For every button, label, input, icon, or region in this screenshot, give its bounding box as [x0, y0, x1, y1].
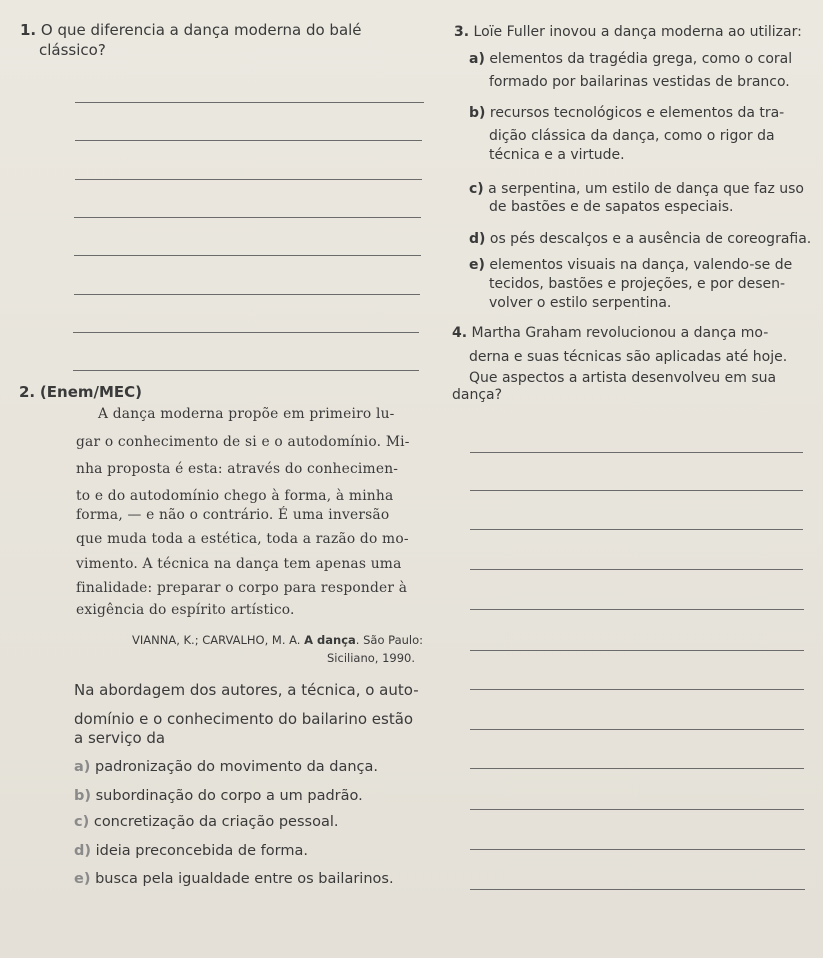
option-text-cont: tecidos, bastões e projeções, e por desen- — [489, 276, 786, 292]
question-4-line-2: derna e suas técnicas são aplicadas até hoje. — [469, 349, 788, 365]
quote-line: exigência do espírito artístico. — [76, 602, 295, 618]
option-letter: e) — [74, 871, 91, 887]
answer-line[interactable] — [470, 729, 804, 730]
question-3-number: 3. — [454, 24, 470, 40]
citation-place: . São Paulo: — [355, 633, 424, 647]
question-2-stem: a serviço da — [74, 729, 166, 747]
option-text: ideia preconcebida de forma. — [95, 843, 308, 859]
question-4-line-3: Que aspectos a artista desenvolveu em sua — [469, 370, 777, 386]
option-text-cont: técnica e a virtude. — [489, 147, 625, 163]
option-letter: c) — [469, 181, 484, 197]
question-4-text: Martha Graham revolucionou a dança mo- — [471, 325, 769, 341]
answer-line[interactable] — [470, 650, 804, 651]
option-letter: e) — [469, 257, 485, 273]
option-text-cont: volver o estilo serpentina. — [489, 295, 672, 311]
answer-line[interactable] — [470, 809, 804, 810]
quote-line: que muda toda a estética, toda a razão do mo- — [76, 531, 409, 547]
answer-line[interactable] — [470, 768, 804, 769]
question-1-text: O que diferencia a dança moderna do balé — [40, 21, 362, 39]
quote-line: nha proposta é esta: através do conhecimen- — [76, 461, 399, 477]
question-3-option-d[interactable] — [469, 230, 811, 249]
quote-line: vimento. A técnica na dança tem apenas uma — [76, 556, 402, 572]
question-2-option-c[interactable] — [74, 814, 338, 830]
option-letter: d) — [74, 843, 92, 859]
question-2-option-b[interactable] — [74, 788, 363, 804]
option-text: a serpentina, um estilo de dança que faz uso — [488, 181, 804, 197]
quote-line: gar o conhecimento de si e o autodomínio. Mi- — [76, 434, 410, 450]
answer-line[interactable] — [470, 452, 803, 453]
question-1-line-1 — [20, 21, 362, 40]
answer-line[interactable] — [75, 102, 424, 103]
question-2-option-a[interactable] — [74, 759, 378, 775]
answer-line[interactable] — [470, 490, 803, 491]
option-text: subordinação do corpo a um padrão. — [95, 788, 363, 804]
citation-line-2: Siciliano, 1990. — [327, 651, 416, 665]
answer-line[interactable] — [470, 689, 804, 690]
citation-authors: VIANNA, K.; CARVALHO, M. A. — [132, 633, 301, 647]
quote-line: to e do autodomínio chego à forma, à minha — [76, 488, 394, 504]
question-2-header — [19, 383, 142, 402]
question-2-option-d[interactable] — [74, 843, 308, 859]
quote-line: forma, — e não o contrário. É uma inversão — [76, 507, 390, 523]
question-2-stem: domínio e o conhecimento do bailarino estão — [74, 710, 414, 728]
citation-title: A dança — [304, 633, 356, 647]
answer-line[interactable] — [73, 370, 419, 371]
answer-line[interactable] — [470, 529, 803, 530]
option-text: elementos visuais na dança, valendo-se de — [489, 257, 793, 273]
answer-line[interactable] — [75, 140, 422, 141]
question-1-line-2: clássico? — [39, 41, 106, 59]
quote-line: A dança moderna propõe em primeiro lu- — [98, 406, 395, 422]
option-letter: b) — [74, 788, 92, 804]
question-3-option-e[interactable] — [469, 256, 792, 275]
question-3-stem — [454, 23, 802, 42]
option-text-cont: de bastões e de sapatos especiais. — [489, 199, 734, 215]
option-text: elementos da tragédia grega, como o coral — [489, 51, 793, 67]
question-3-option-a[interactable] — [469, 50, 792, 69]
question-4-line-1 — [452, 324, 768, 343]
question-2-stem: Na abordagem dos autores, a técnica, o auto- — [74, 681, 419, 699]
answer-line[interactable] — [74, 255, 421, 256]
question-2-source: (Enem/MEC) — [39, 383, 143, 401]
option-text: os pés descalços e a ausência de coreografia. — [489, 231, 812, 247]
option-letter: c) — [74, 814, 90, 830]
question-3-text: Loïe Fuller inovou a dança moderna ao utilizar: — [473, 24, 802, 40]
option-text: concretização da criação pessoal. — [93, 814, 339, 830]
answer-line[interactable] — [74, 217, 421, 218]
citation — [132, 633, 423, 647]
option-text-cont: formado por bailarinas vestidas de branco. — [489, 74, 790, 90]
option-letter: b) — [469, 105, 486, 121]
option-letter: d) — [469, 231, 486, 247]
answer-line[interactable] — [470, 609, 804, 610]
quote-line: finalidade: preparar o corpo para responder à — [76, 580, 408, 596]
answer-line[interactable] — [470, 569, 803, 570]
answer-line[interactable] — [470, 889, 805, 890]
option-text-cont: dição clássica da dança, como o rigor da — [489, 128, 775, 144]
question-1-number: 1. — [20, 21, 37, 39]
option-text: busca pela igualdade entre os bailarinos. — [95, 871, 394, 887]
question-3-option-b[interactable] — [469, 104, 784, 123]
answer-line[interactable] — [73, 332, 419, 333]
answer-line[interactable] — [75, 179, 422, 180]
question-4-line-4: dança? — [452, 387, 503, 403]
option-text: recursos tecnológicos e elementos da tra- — [489, 105, 785, 121]
option-text: padronização do movimento da dança. — [95, 759, 379, 775]
question-2-option-e[interactable] — [74, 871, 394, 887]
question-2-number: 2. — [19, 383, 36, 401]
answer-line[interactable] — [74, 294, 420, 295]
question-3-option-c[interactable] — [469, 180, 804, 199]
question-4-number: 4. — [452, 325, 468, 341]
option-letter: a) — [74, 759, 91, 775]
answer-line[interactable] — [470, 849, 805, 850]
option-letter: a) — [469, 51, 485, 67]
